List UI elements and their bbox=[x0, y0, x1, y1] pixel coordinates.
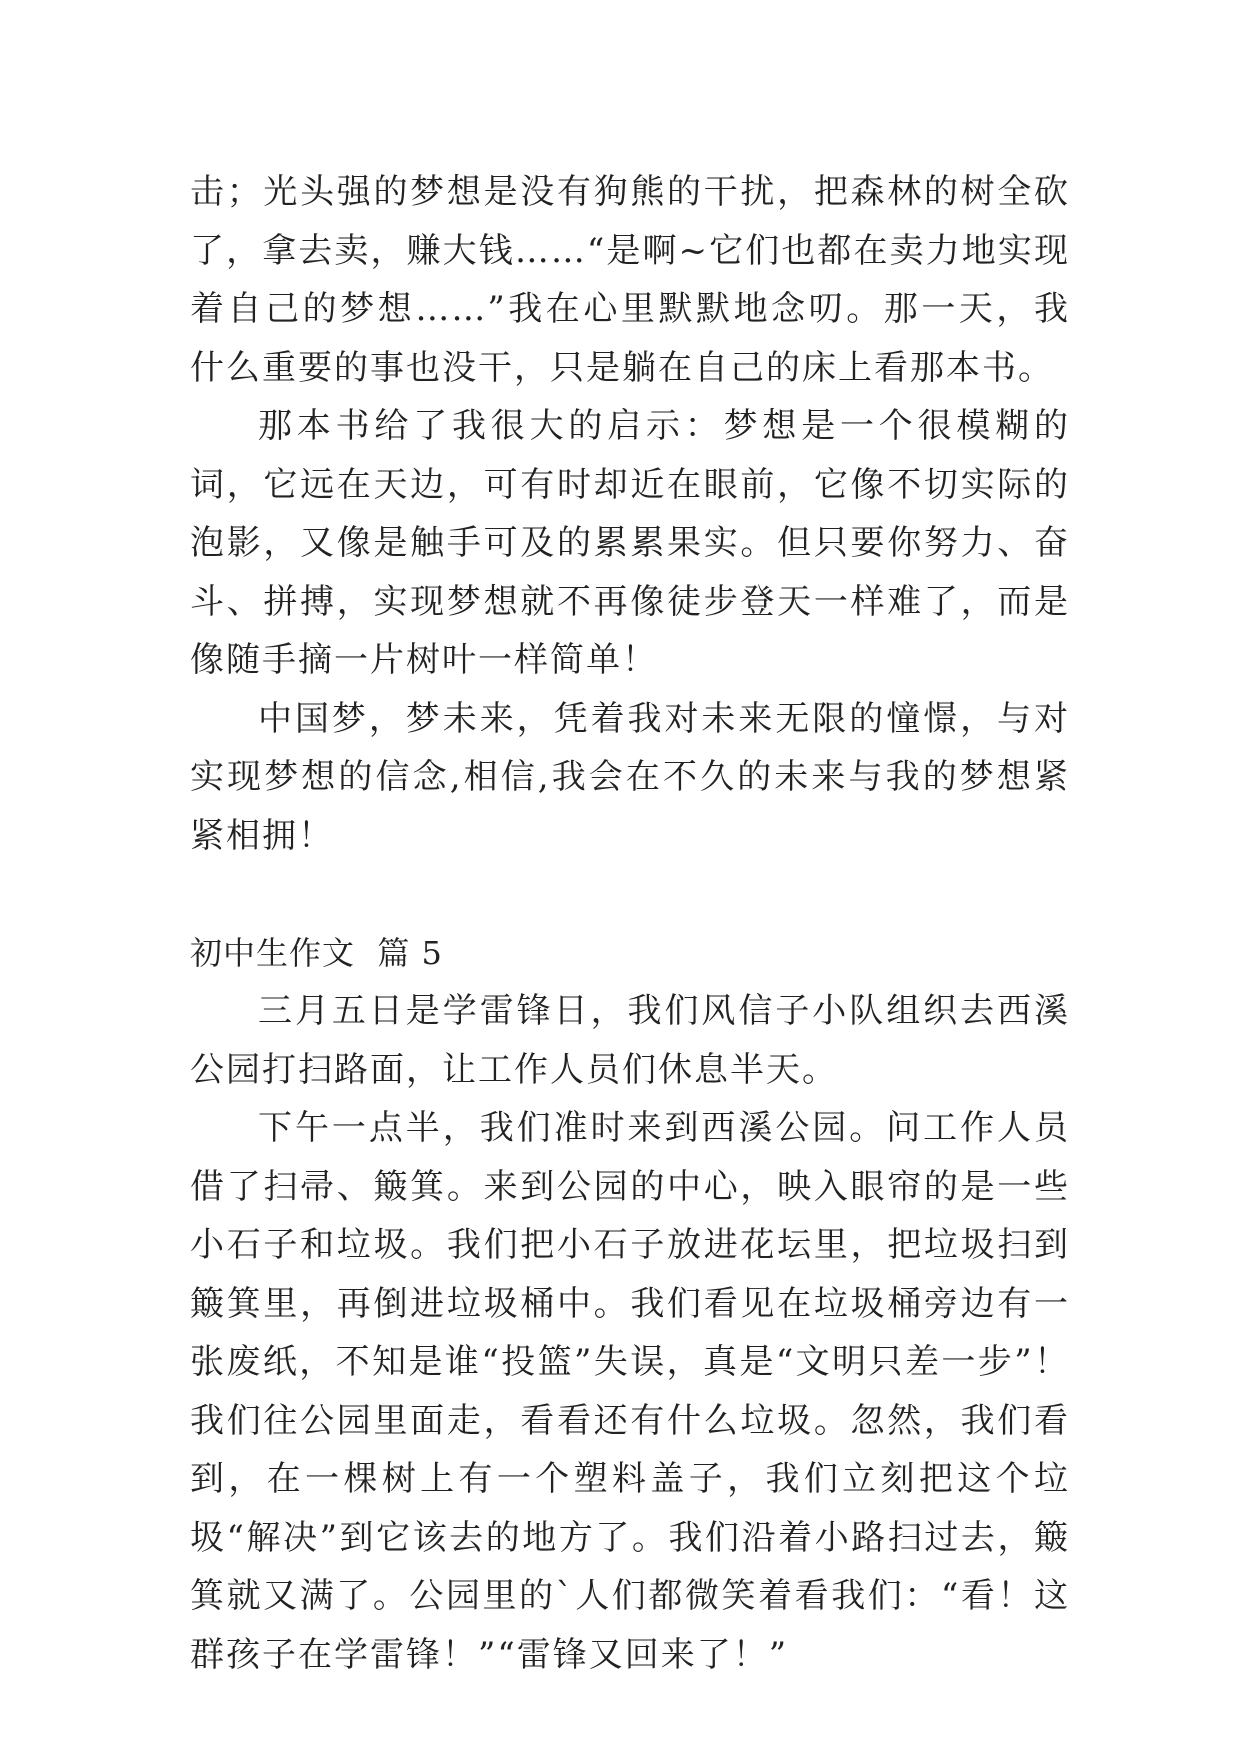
paragraph-park-cleanup: 下午一点半，我们准时来到西溪公园。问工作人员借了扫帚、簸箕。来到公园的中心，映入眼帘的是一些小石子和垃圾。我们把小石子放进花坛里，把垃圾扫到簸箕里，再倒进垃圾桶中。我们看见在垃圾桶旁边有一张废纸，不知是谁“投篮”失误，真是“文明只差一步”！我们往公园里面走，看看还有什么垃圾。忽然，我们看到，在一棵树上有一个塑料盖子，我们立刻把这个垃圾“解决”到它该去的地方了。我们沿着小路扫过去，簸箕就又满了。公园里的`人们都微笑着看我们：“看！这群孩子在学雷锋！”“雷锋又回来了！” bbox=[190, 1108, 1070, 1675]
paragraph-lei-feng-day: 三月五日是学雷锋日，我们风信子小队组织去西溪公园打扫路面，让工作人员们休息半天。 bbox=[190, 991, 1070, 1090]
section-heading: 初中生作文 篇 5 bbox=[190, 933, 443, 972]
paragraph-inspiration: 那本书给了我很大的启示：梦想是一个很模糊的词，它远在天边，可有时却近在眼前，它像不切实际的泡影，又像是触手可及的累累果实。但只要你努力、奋斗、拼搏，实现梦想就不再像徒步登天一样难了，而是像随手摘一片树叶一样简单！ bbox=[190, 406, 1070, 680]
paragraph-china-dream: 中国梦，梦未来，凭着我对未来无限的憧憬，与对实现梦想的信念,相信,我会在不久的未来与我的梦想紧紧相拥！ bbox=[190, 698, 1070, 856]
paragraph-continuation: 击；光头强的梦想是没有狗熊的干扰，把森林的树全砍了，拿去卖，赚大钱……“是啊~它们也都在卖力地实现着自己的梦想……”我在心里默默地念叨。那一天，我什么重要的事也没干，只是躺在自己的床上看那本书。 bbox=[190, 172, 1070, 388]
document-body bbox=[190, 163, 1070, 1684]
